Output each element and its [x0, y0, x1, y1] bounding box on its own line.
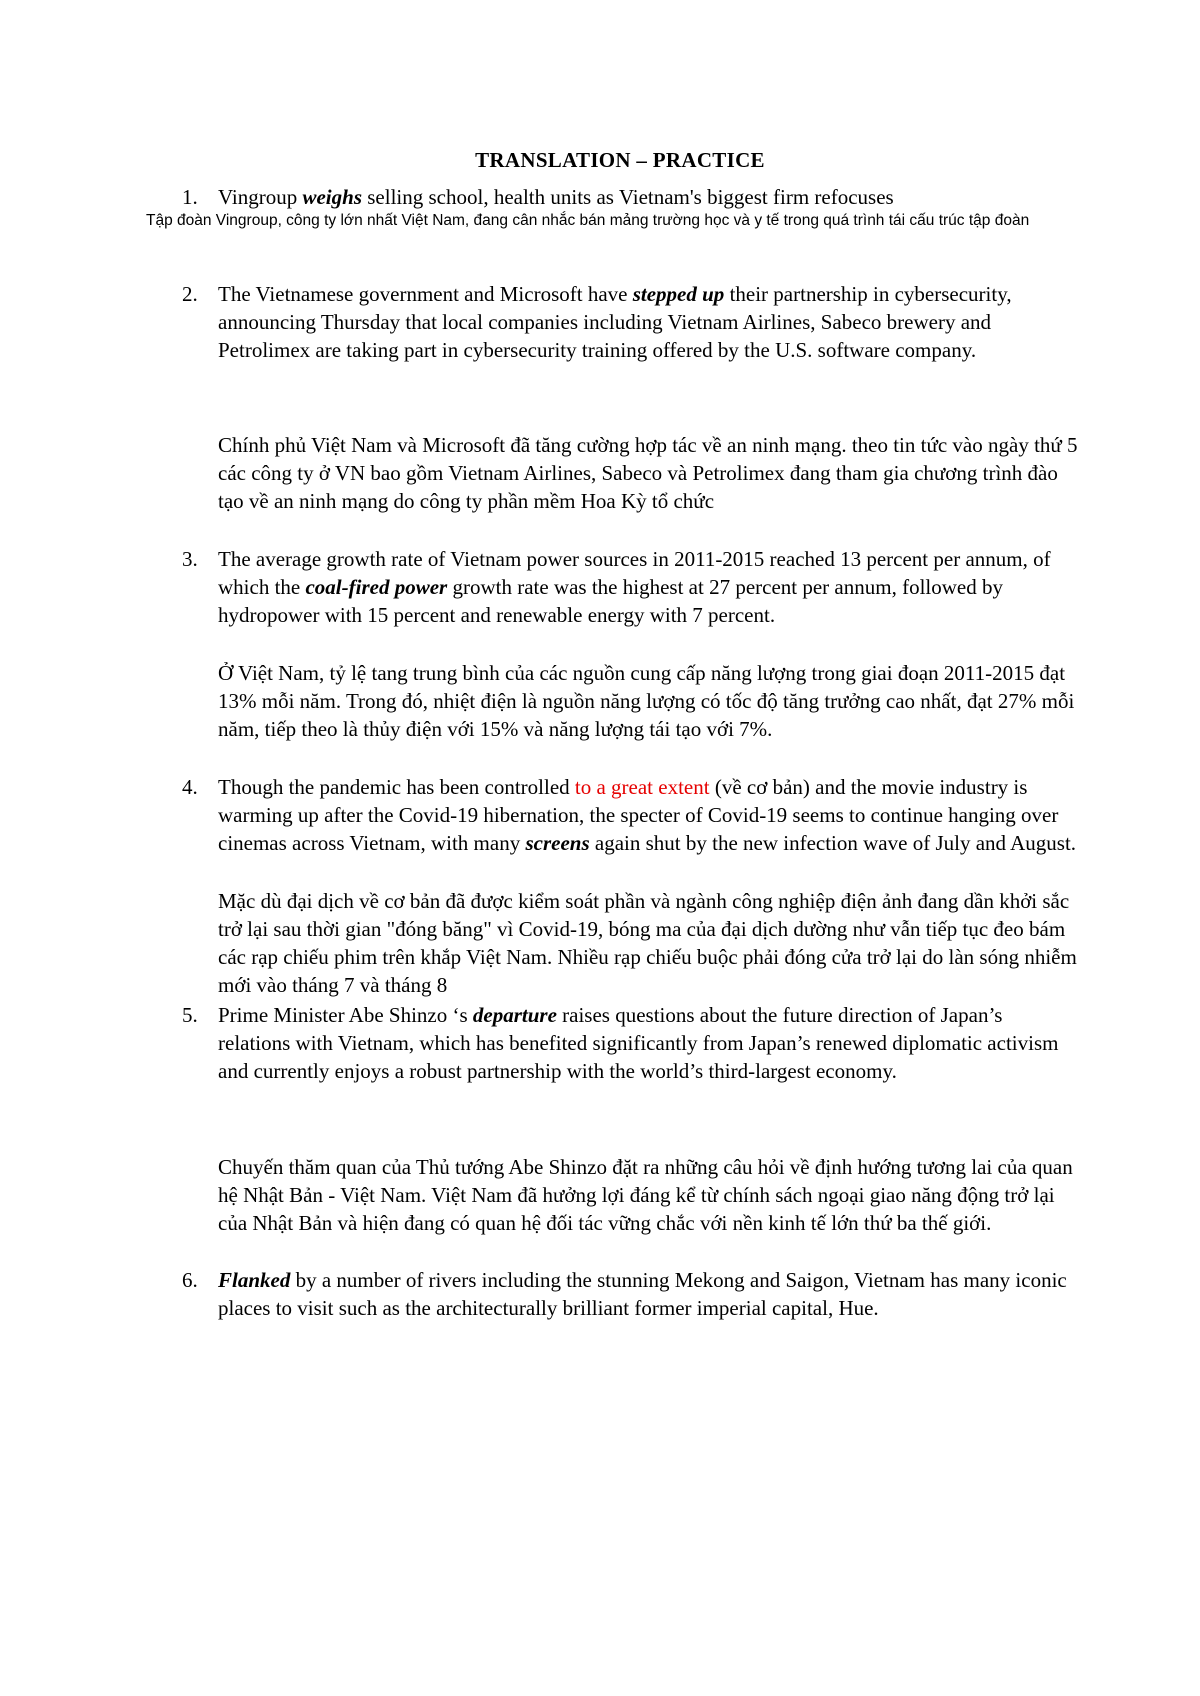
key-term: stepped up [632, 282, 725, 306]
sentence-text: selling school, health units as Vietnam's biggest firm refocuses [362, 185, 894, 209]
sentence-text: raises questions about the future direction of Japan’s relations with Vietnam, which has benefited significantly from Japan’s renewed diplomatic activism and currently enjoys a robust partnership with the world’s third-largest economy. [218, 1003, 1059, 1083]
sentence-text: The Vietnamese government and Microsoft have [218, 282, 633, 306]
item-1-vietnamese: Tập đoàn Vingroup, công ty lớn nhất Việt Nam, đang cân nhắc bán mảng trường học và y tế trong quá trình tái cấu trúc tập đoàn [146, 212, 1030, 229]
sentence-text: Vingroup [218, 185, 303, 209]
item-2-vietnamese: Chính phủ Việt Nam và Microsoft đã tăng cường hợp tác về an ninh mạng. theo tin tức vào ngày thứ 5 các công ty ở VN bao gồm Vietnam Airlines, Sabeco và Petrolimex đang tham gia chương trình đào tạo về an ninh mạng do công ty phần mềm Hoa Kỳ tổ chức [218, 433, 1078, 513]
item-1-english [218, 183, 1078, 211]
sentence-text: by a number of rivers including the stunning Mekong and Saigon, Vietnam has many iconic places to visit such as the architecturally brilliant former imperial capital, Hue. [218, 1268, 1067, 1320]
sentence-text: Though the pandemic has been controlled [218, 775, 575, 799]
item-5-vietnamese: Chuyến thăm quan của Thủ tướng Abe Shinzo đặt ra những câu hỏi về định hướng tương lai của quan hệ Nhật Bản - Việt Nam. Việt Nam đã hưởng lợi đáng kể từ chính sách ngoại giao năng động trở lại của Nhật Bản và hiện đang có quan hệ đối tác vững chắc với nền kinh tế lớn thứ ba thế giới. [218, 1155, 1073, 1235]
item-number: 6. [182, 1268, 198, 1292]
item-6-english [218, 1266, 1078, 1322]
item-number: 2. [182, 282, 198, 306]
key-term: weighs [302, 185, 362, 209]
highlighted-phrase: to a great extent [574, 775, 710, 799]
sentence-text: The average growth rate of Vietnam power sources in 2011-2015 reached 13 percent per annum, of which the [218, 547, 1051, 599]
sentence-text: (về cơ bản) and the movie industry is warming up after the Covid-19 hibernation, the specter of Covid-19 seems to continue hanging over cinemas across Vietnam, with many [218, 775, 1059, 855]
sentence-text: Prime Minister Abe Shinzo ‘s [218, 1003, 473, 1027]
item-3-english [218, 545, 1078, 629]
item-number: 4. [182, 775, 198, 799]
sentence-text: their partnership in cybersecurity, announcing Thursday that local companies including Vietnam Airlines, Sabeco brewery and Petrolimex are taking part in cybersecurity training offered by the U.S. software company. [218, 282, 1012, 362]
page-title: TRANSLATION – PRACTICE [475, 148, 765, 172]
key-term: screens [525, 831, 590, 855]
item-5-english [218, 1001, 1078, 1085]
sentence-text: growth rate was the highest at 27 percent per annum, followed by hydropower with 15 percent and renewable energy with 7 percent. [218, 575, 1003, 627]
key-term: departure [472, 1003, 557, 1027]
key-term: coal-fired power [305, 575, 448, 599]
sentence-text: again shut by the new infection wave of July and August. [589, 831, 1077, 855]
item-number: 5. [182, 1003, 198, 1027]
item-2-english [218, 280, 1078, 364]
key-term: Flanked [218, 1268, 291, 1292]
item-number: 1. [182, 185, 198, 209]
item-4-english [218, 773, 1078, 857]
item-3-vietnamese: Ở Việt Nam, tỷ lệ tang trung bình của các nguồn cung cấp năng lượng trong giai đoạn 2011-2015 đạt 13% mỗi năm. Trong đó, nhiệt điện là nguồn năng lượng có tốc độ tăng trưởng cao nhất, đạt 27% mỗi năm, tiếp theo là thủy điện với 15% và năng lượng tái tạo với 7%. [218, 661, 1075, 741]
item-number: 3. [182, 547, 198, 571]
item-4-vietnamese: Mặc dù đại dịch về cơ bản đã được kiểm soát phần và ngành công nghiệp điện ảnh đang dần khởi sắc trở lại sau thời gian "đóng băng" vì Covid-19, bóng ma của đại dịch dường như vẫn tiếp tục đeo bám các rạp chiếu phim trên khắp Việt Nam. Nhiều rạp chiếu buộc phải đóng cửa trở lại do làn sóng nhiễm mới vào tháng 7 và tháng 8 [218, 889, 1077, 997]
